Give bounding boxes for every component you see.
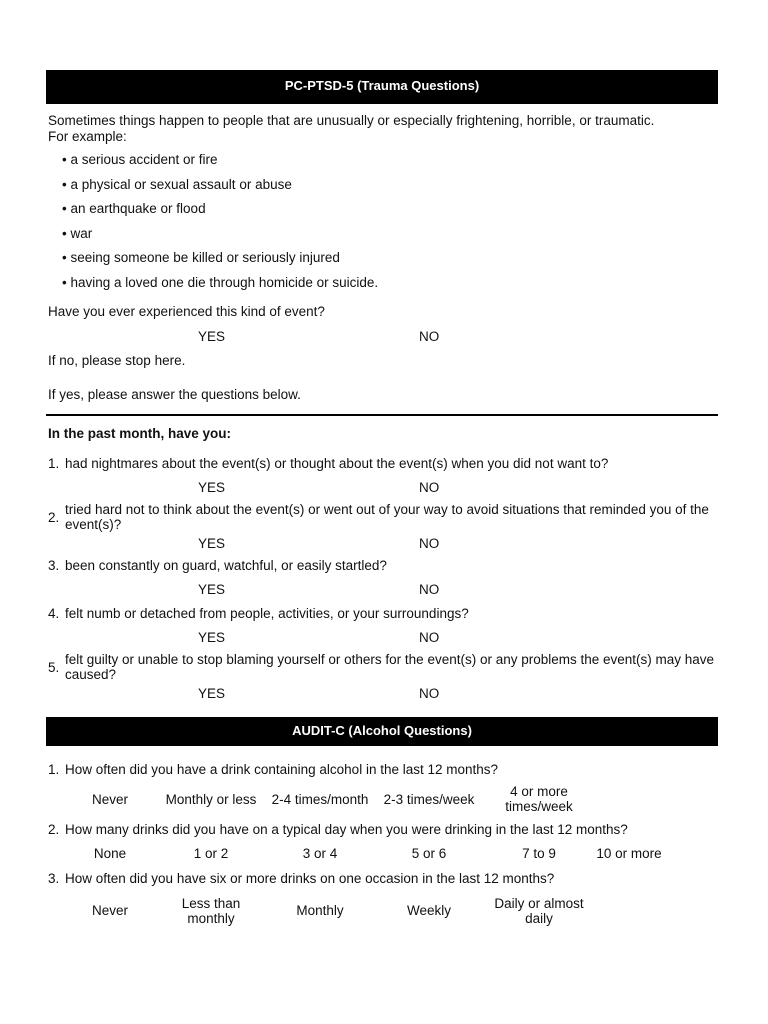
experienced-question: Have you ever experienced this kind of event? bbox=[48, 304, 325, 319]
no-option[interactable]: NO bbox=[419, 582, 440, 597]
question-number: 2. bbox=[48, 510, 60, 525]
answer-option[interactable]: 1 or 2 bbox=[193, 846, 229, 861]
question-number: 2. bbox=[48, 822, 60, 837]
intro-text: Sometimes things happen to people that are unusually or especially frightening, horrible, or traumatic. bbox=[48, 113, 655, 128]
answer-option[interactable]: Never bbox=[91, 792, 128, 807]
answer-option[interactable]: 10 or more bbox=[596, 846, 662, 861]
question-text: felt numb or detached from people, activities, or your surroundings? bbox=[65, 606, 469, 621]
intro-for-example: For example: bbox=[48, 129, 127, 144]
no-option[interactable]: NO bbox=[419, 686, 440, 701]
example-item: • war bbox=[62, 226, 93, 241]
question-text: had nightmares about the event(s) or thought about the event(s) when you did not want to? bbox=[65, 456, 609, 471]
yes-option[interactable]: YES bbox=[198, 480, 226, 495]
answer-option[interactable]: 3 or 4 bbox=[302, 846, 338, 861]
yes-option[interactable]: YES bbox=[198, 630, 226, 645]
answer-option[interactable]: 2-4 times/month bbox=[271, 792, 369, 807]
question-text: How many drinks did you have on a typical day when you were drinking in the last 12 months? bbox=[65, 822, 628, 837]
answer-option[interactable]: 2-3 times/week bbox=[383, 792, 475, 807]
answer-option[interactable]: 5 or 6 bbox=[411, 846, 447, 861]
question-text: How often did you have six or more drinks on one occasion in the last 12 months? bbox=[65, 871, 555, 886]
question-number: 1. bbox=[48, 456, 60, 471]
no-option[interactable]: NO bbox=[419, 329, 440, 344]
example-item: • a physical or sexual assault or abuse bbox=[62, 177, 292, 192]
question-number: 5. bbox=[48, 660, 60, 675]
answer-option[interactable]: Daily or almost daily bbox=[494, 896, 584, 926]
yes-option[interactable]: YES bbox=[198, 582, 226, 597]
answer-option[interactable]: Never bbox=[91, 903, 128, 918]
answer-option[interactable]: None bbox=[93, 846, 127, 861]
answer-option[interactable]: Weekly bbox=[406, 903, 451, 918]
question-number: 3. bbox=[48, 871, 60, 886]
no-option[interactable]: NO bbox=[419, 480, 440, 495]
no-option[interactable]: NO bbox=[419, 630, 440, 645]
yes-option[interactable]: YES bbox=[198, 686, 226, 701]
ptsd-section-header: PC-PTSD-5 (Trauma Questions) bbox=[46, 70, 718, 104]
question-number: 3. bbox=[48, 558, 60, 573]
past-month-heading: In the past month, have you: bbox=[48, 426, 232, 441]
audit-section-header: AUDIT-C (Alcohol Questions) bbox=[46, 717, 718, 746]
example-item: • having a loved one die through homicide or suicide. bbox=[62, 275, 379, 290]
question-number: 4. bbox=[48, 606, 60, 621]
answer-option[interactable]: Monthly or less bbox=[165, 792, 257, 807]
example-item: • an earthquake or flood bbox=[62, 201, 206, 216]
example-item: • seeing someone be killed or seriously injured bbox=[62, 250, 340, 265]
question-text: tried hard not to think about the event(s) or went out of your way to avoid situations that reminded you of the event(s)? bbox=[65, 502, 709, 532]
question-text: been constantly on guard, watchful, or easily startled? bbox=[65, 558, 387, 573]
example-item: • a serious accident or fire bbox=[62, 152, 218, 167]
question-text: felt guilty or unable to stop blaming yourself or others for the event(s) or any problems the event(s) may have caused? bbox=[65, 652, 715, 682]
no-option[interactable]: NO bbox=[419, 536, 440, 551]
section-divider bbox=[46, 414, 718, 416]
answer-option[interactable]: Monthly bbox=[296, 903, 344, 918]
answer-option[interactable]: 4 or more times/week bbox=[505, 784, 573, 814]
answer-option[interactable]: 7 to 9 bbox=[522, 846, 556, 861]
if-yes-instruction: If yes, please answer the questions below. bbox=[48, 387, 301, 402]
question-text: How often did you have a drink containing alcohol in the last 12 months? bbox=[65, 762, 499, 777]
yes-option[interactable]: YES bbox=[198, 536, 226, 551]
if-no-instruction: If no, please stop here. bbox=[48, 353, 186, 368]
yes-option[interactable]: YES bbox=[198, 329, 226, 344]
answer-option[interactable]: Less than monthly bbox=[181, 896, 241, 926]
question-number: 1. bbox=[48, 762, 60, 777]
